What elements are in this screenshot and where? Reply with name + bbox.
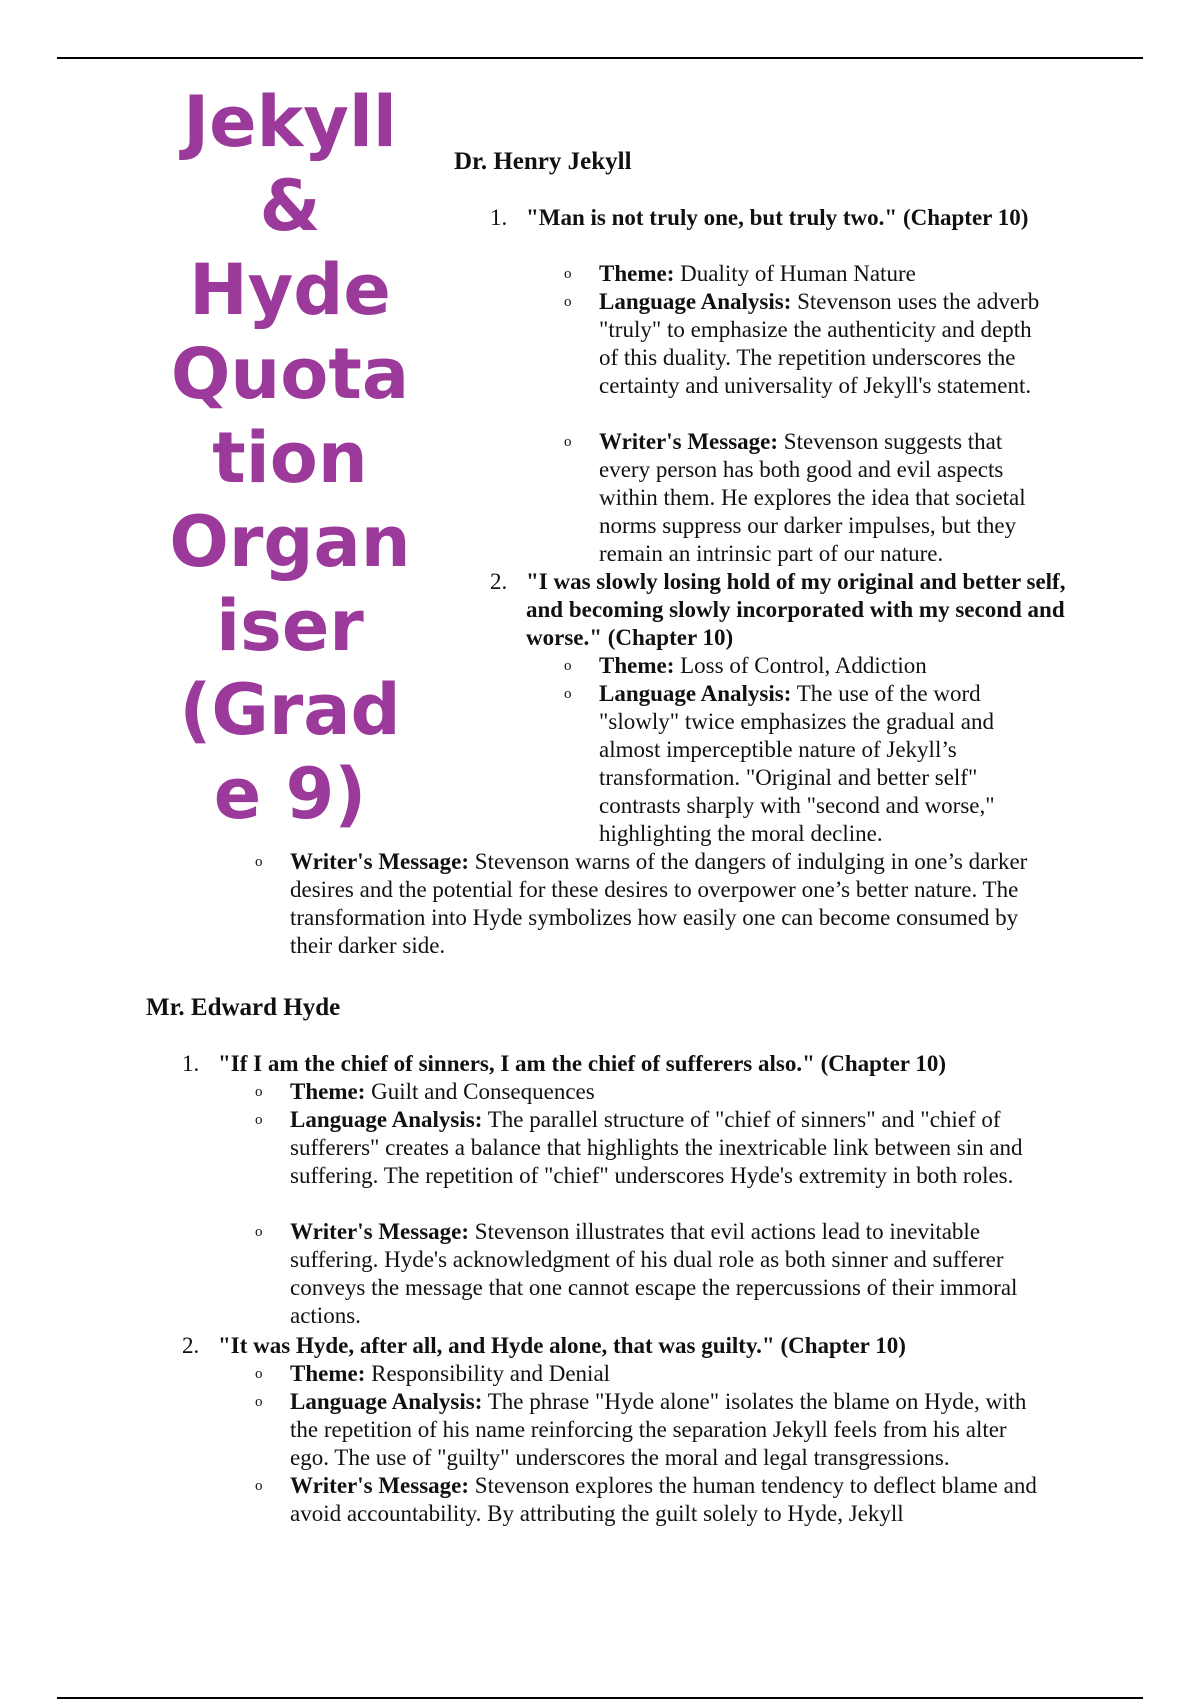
title-line: tion — [212, 417, 368, 499]
section-heading-jekyll: Dr. Henry Jekyll — [454, 148, 632, 175]
writers-message-point — [255, 848, 1050, 960]
title-line: & — [259, 165, 321, 247]
point-text: Stevenson warns of the dangers of indulging in one’s darker desires and the potential for these desires to overpower one’s better nature. The transformation into Hyde symbolizes how easily one can become consumed by their darker side. — [290, 849, 1028, 958]
point-text: Responsibility and Denial — [371, 1361, 611, 1386]
hollow-bullet-icon: o — [255, 1224, 263, 1240]
title-line: Jekyll — [183, 81, 397, 163]
quote-number: 1. — [490, 205, 508, 230]
hollow-bullet-icon: o — [564, 686, 572, 702]
section-heading-hyde: Mr. Edward Hyde — [146, 994, 341, 1021]
quote-text: "I was slowly losing hold of my original and better self, and becoming slowly incorporated with my second and worse." (Chapter 10) — [526, 569, 1066, 650]
point-text: The parallel structure of "chief of sinners" and "chief of sufferers" creates a balance that highlights the inextricable link between sin and suffering. The repetition of "chief" underscores Hyde's extremity in both roles. — [290, 1107, 1023, 1188]
point-label: Theme: — [290, 1079, 366, 1104]
quote-text: "If I am the chief of sinners, I am the chief of sufferers also." (Chapter 10) — [218, 1051, 947, 1076]
point-label: Writer's Message: — [599, 429, 779, 454]
point-text: Loss of Control, Addiction — [680, 653, 927, 678]
point-label: Writer's Message: — [290, 849, 470, 874]
theme-point — [564, 652, 1079, 680]
language-analysis-point — [255, 1388, 1050, 1472]
title-line: Hyde — [189, 249, 391, 331]
hollow-bullet-icon: o — [564, 658, 572, 674]
point-text: Stevenson uses the adverb "truly" to emphasize the authenticity and depth of this duality. The repetition underscores the certainty and universality of Jekyll's statement. — [599, 289, 1040, 398]
point-label: Theme: — [599, 653, 675, 678]
point-text: Duality of Human Nature — [680, 261, 916, 286]
quote-text: "Man is not truly one, but truly two." (Chapter 10) — [526, 205, 1029, 230]
hollow-bullet-icon: o — [255, 1112, 263, 1128]
writers-message-point — [255, 1218, 1050, 1330]
hollow-bullet-icon: o — [255, 854, 263, 870]
point-label: Language Analysis: — [290, 1107, 483, 1132]
theme-point — [255, 1078, 1050, 1106]
writers-message-point — [255, 1472, 1050, 1528]
hollow-bullet-icon: o — [564, 294, 572, 310]
title-line: Quota — [170, 333, 410, 415]
hollow-bullet-icon: o — [255, 1366, 263, 1382]
point-text: Guilt and Consequences — [371, 1079, 595, 1104]
point-label: Theme: — [290, 1361, 366, 1386]
top-rule — [57, 57, 1143, 59]
point-text: The use of the word "slowly" twice emphasizes the gradual and almost imperceptible nature of Jekyll’s transformation. "Original and better self" contrasts sharply with "second and worse," highlighting the moral decline. — [599, 681, 995, 846]
title-line: e 9) — [213, 753, 367, 835]
point-text: Stevenson suggests that every person has both good and evil aspects within them. He explores the idea that societal norms suppress our darker impulses, but they remain an intrinsic part of our nature. — [599, 429, 1026, 566]
point-label: Writer's Message: — [290, 1219, 470, 1244]
point-label: Theme: — [599, 261, 675, 286]
point-label: Language Analysis: — [290, 1389, 483, 1414]
theme-point — [255, 1360, 1050, 1388]
title-line: iser — [216, 585, 364, 667]
quote-item — [490, 568, 1066, 652]
writers-message-point — [564, 428, 1059, 568]
hollow-bullet-icon: o — [564, 266, 572, 282]
quote-item — [182, 1332, 1078, 1360]
point-text: Stevenson illustrates that evil actions lead to inevitable suffering. Hyde's acknowledgment of his dual role as both sinner and sufferer conveys the message that one cannot escape the repercussions of their immoral actions. — [290, 1219, 1018, 1328]
quote-item — [490, 204, 1046, 232]
document-title — [150, 80, 430, 836]
language-analysis-point — [564, 680, 1029, 848]
hollow-bullet-icon: o — [255, 1084, 263, 1100]
quote-item — [182, 1050, 1078, 1078]
title-line: (Grad — [179, 669, 401, 751]
language-analysis-point — [564, 288, 1049, 400]
point-text: Stevenson explores the human tendency to deflect blame and avoid accountability. By attributing the guilt solely to Hyde, Jekyll — [290, 1473, 1037, 1526]
title-line: Organ — [169, 501, 411, 583]
point-text: The phrase "Hyde alone" isolates the blame on Hyde, with the repetition of his name reinforcing the separation Jekyll feels from his alter ego. The use of "guilty" underscores the moral and legal transgressions. — [290, 1389, 1027, 1470]
quote-text: "It was Hyde, after all, and Hyde alone, that was guilty." (Chapter 10) — [218, 1333, 906, 1358]
hollow-bullet-icon: o — [564, 434, 572, 450]
point-label: Language Analysis: — [599, 681, 792, 706]
quote-number: 1. — [182, 1051, 200, 1076]
theme-point — [564, 260, 1079, 288]
hollow-bullet-icon: o — [255, 1394, 263, 1410]
quote-number: 2. — [490, 569, 508, 594]
hollow-bullet-icon: o — [255, 1478, 263, 1494]
bottom-rule — [57, 1697, 1143, 1699]
point-label: Writer's Message: — [290, 1473, 470, 1498]
quote-number: 2. — [182, 1333, 200, 1358]
point-label: Language Analysis: — [599, 289, 792, 314]
language-analysis-point — [255, 1106, 1050, 1190]
